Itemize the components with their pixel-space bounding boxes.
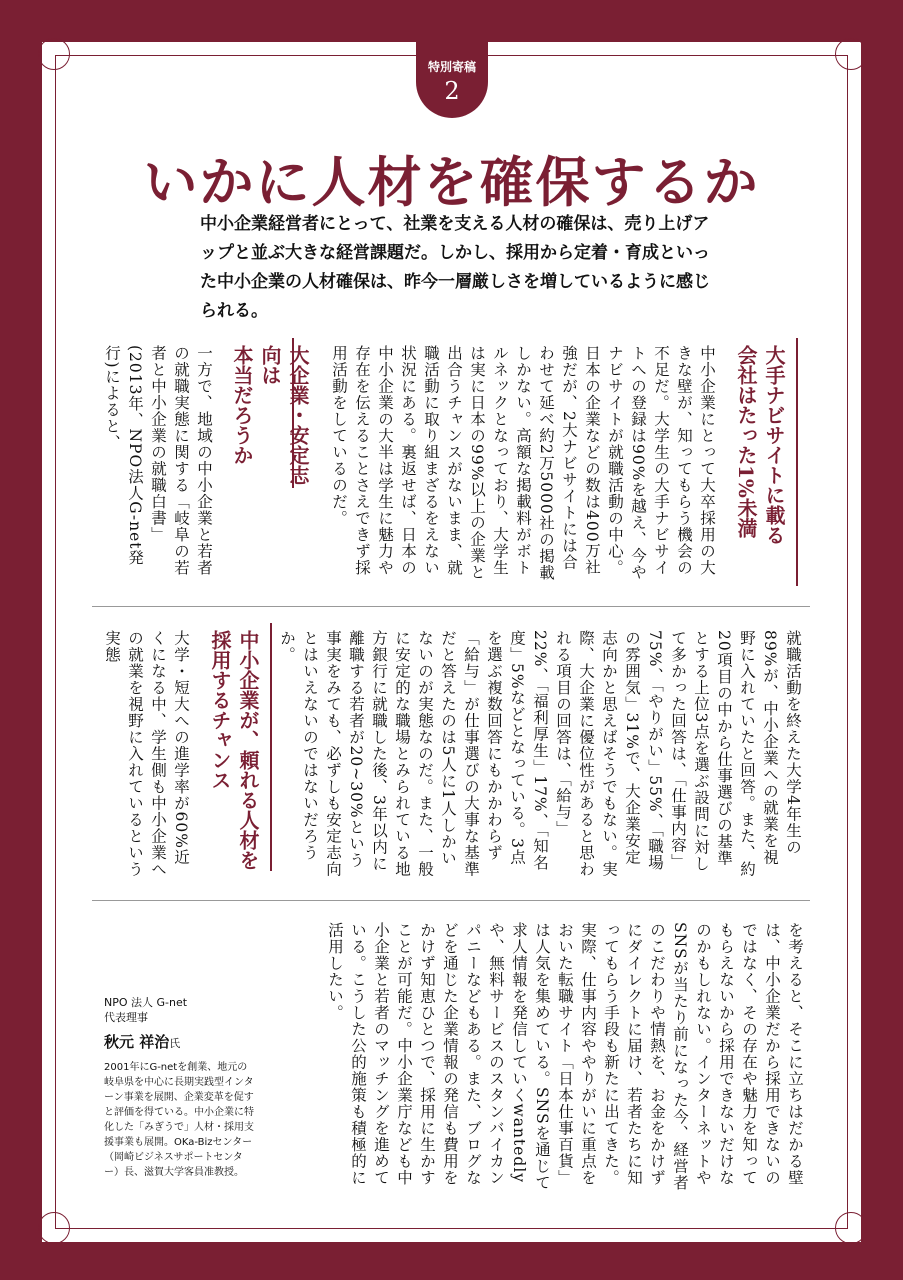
- author-name-text: 秋元 祥治: [104, 1033, 170, 1051]
- body-column: 中小企業にとって大卒採用の大きな壁が、知ってもらう機会の不足だ。大学生の大手ナビサイトへの登録は90%を越え、今やナビサイトが就職活動の中心。日本の企業などの数は400万社強だが、2大ナビサイトには合わせて延べ約2万5000社の掲載しかない。高額な掲載料がボトルネックとなっており、大学生は実に日本の99%以上の企業と出合うチャンスがないまま、就職活動に取り組まざるをえない状況にある。裏返せば、日本の中小企業の大半は学生に魅力や存在を伝えることさえできず採用活動をしているのだ。: [330, 345, 716, 581]
- corner-ornament: [835, 1212, 867, 1244]
- section-heading-2: [228, 345, 312, 495]
- heading-line: 会社はたった1%未満: [734, 345, 758, 538]
- page-title: いかに人材を確保するか: [143, 150, 760, 214]
- corner-ornament: [38, 38, 70, 70]
- body-column: を考えると、そこに立ちはだかる壁は、中小企業だから採用できないのではなく、その存在や魅力を知ってもらえないから採用できないだけなのかもしれない。インターネットやSNSが当たり前になった今、経営者のこだわりや情熱を、お金をかけずにダイレクトに届け、若者たちに知ってもらう手段も新たに出てきた。実際、仕事内容ややりがいに重点をおいた転職サイト「日本仕事百貨」は人気を集めている。SNSを通じて求人情報を発信していくwantedlyや、無料サービスのスタンバイカンパニーなどもある。また、ブログなどを通じた企業情報の発信も費用をかけず知恵ひとつで、採用に生かすことが可能だ。中小企業庁なども中小企業と若者のマッチングを進めている。こうした公的施策も積極的に活用したい。: [326, 922, 804, 1191]
- heading-bar: [270, 623, 272, 871]
- badge-number: 2: [444, 77, 460, 105]
- row-divider: [92, 606, 810, 607]
- body-column: 一方で、地域の中小企業と若者の就職実態に関する「岐阜の若者と中小企業の就職白書」(2013年、NPO法人G-net発行)によると、: [103, 345, 213, 576]
- author-bio: 2001年にG-netを創業、地元の岐阜県を中心に長期実践型インターン事業を展開、企業変革を促すと評価を得ている。中小企業に特化した「みぎうで」人材・採用支援事業も展開。OKa-Bizセンター（岡崎ビジネスサポートセンター）長、滋賀大学客員准教授。: [104, 1062, 254, 1178]
- heading-line: 大手ナビサイトに載る: [762, 345, 786, 545]
- heading-line: 大企業・安定志向は: [258, 345, 310, 485]
- body-column: 就職活動を終えた大学4年生の89%が、中小企業への就業を視野に入れていたと回答。また、約20項目の中から仕事選びの基準とする上位3点を選ぶ設問に対して多かった回答は、「仕事内容」75%、「やりがい」55%、「職場の雰囲気」31%で、大企業安定志向かと思えばそうでもない。実際、大企業に優位性があると思われる項目の回答は、「給与」22%、「福利厚生」17%、「知名度」5%などとなっている。3点を選ぶ複数回答にもかかわらず「給与」が仕事選びの大事な基準だと答えたのは5人に1人しかいないのが実態なのだ。また、一般に安定的な職場とみられている地方銀行に就職した後、3年以内に離職する若者が20~30%という事実をみても、必ずしも安定志向とはいえないのではないだろうか。: [278, 630, 802, 878]
- section-heading-3: [206, 630, 262, 870]
- honorific: 氏: [169, 1037, 181, 1050]
- lead-paragraph: 中小企業経営者にとって、社業を支える人材の確保は、売り上げアップと並ぶ大きな経営課題だ。しかし、採用から定着・育成といった中小企業の人材確保は、昨今一層厳しさを増しているように感じられる。: [200, 214, 710, 321]
- corner-ornament: [38, 1212, 70, 1244]
- special-contribution-badge: [416, 42, 488, 118]
- heading-line: 採用するチャンス: [208, 630, 232, 790]
- heading-line: 本当だろうか: [230, 345, 254, 465]
- section-heading-1: [732, 345, 788, 585]
- heading-line: 中小企業が、頼れる人材を: [236, 630, 260, 870]
- author-title: 代表理事: [104, 1011, 148, 1024]
- corner-ornament: [835, 38, 867, 70]
- author-name: [104, 1031, 254, 1052]
- row-divider: [92, 900, 810, 901]
- author-profile: [104, 995, 254, 1180]
- author-org: NPO 法人 G-net: [104, 996, 188, 1009]
- badge-label: 特別寄稿: [427, 60, 476, 74]
- body-column: 大学・短大への進学率が60%近くになる中、学生側も中小企業への就業を視野に入れているという実態: [103, 630, 190, 878]
- heading-bar: [796, 338, 798, 586]
